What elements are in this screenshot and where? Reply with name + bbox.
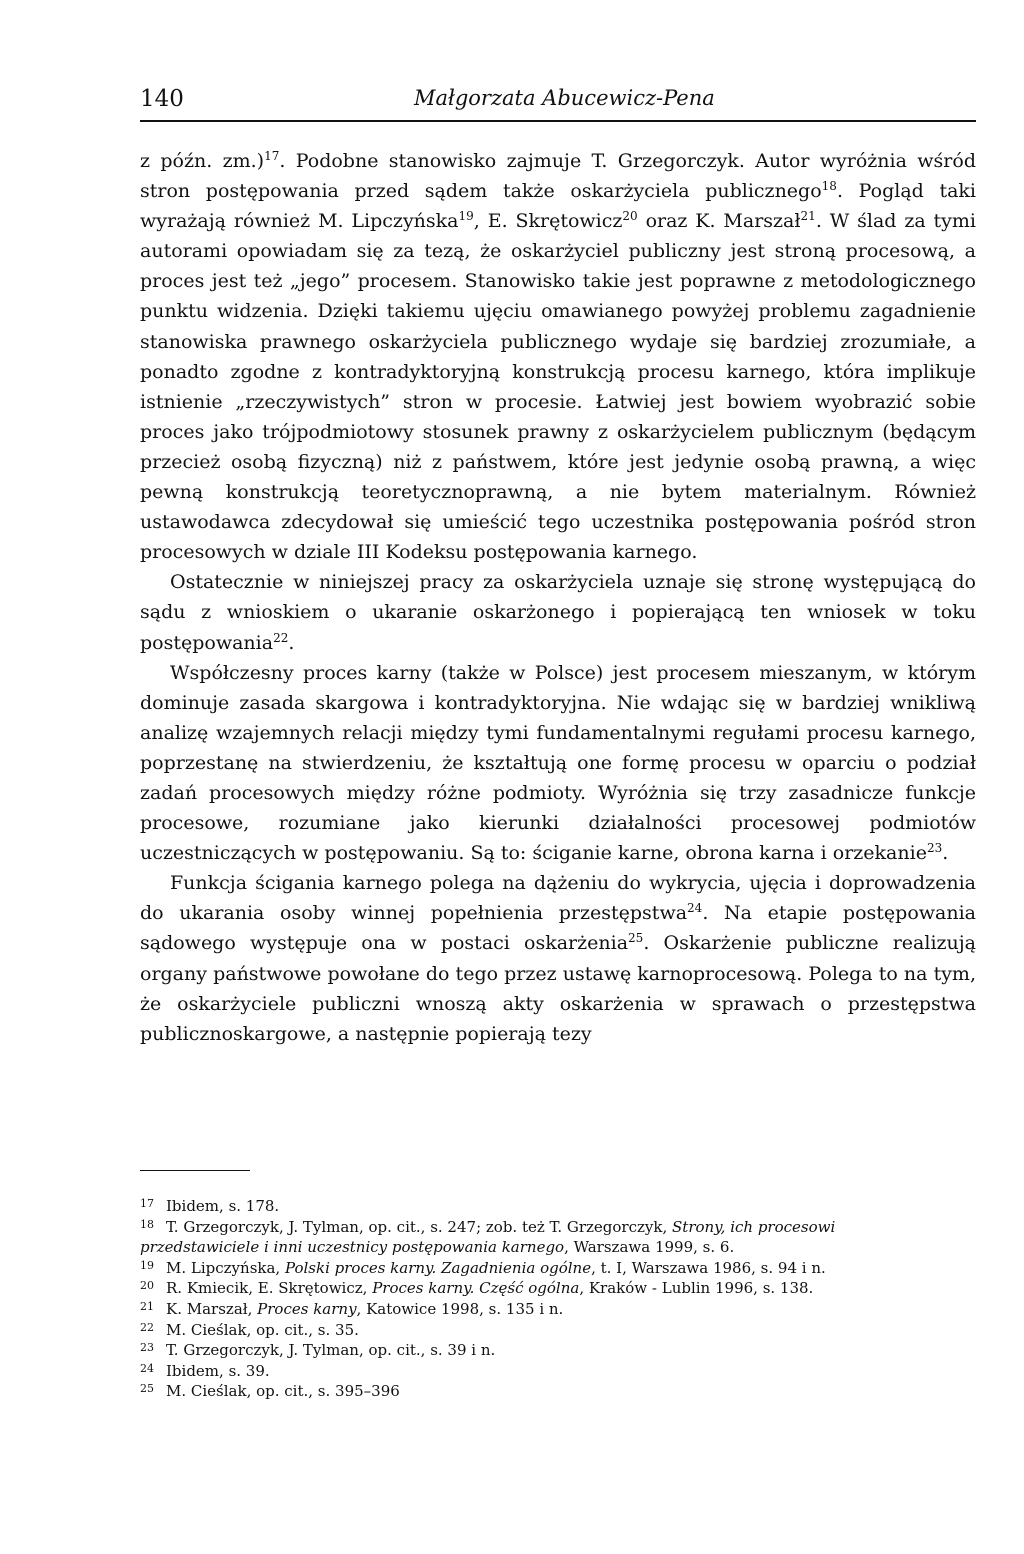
footnote-ref-18: 18: [821, 179, 837, 194]
footnote-ref-19: 19: [458, 209, 474, 224]
paragraph-1: z późn. zm.)$^{17}$. Podobne stanowisko zajmuje T. Grzegorczyk. Autor wyróżnia wśród stron postępowania przed sądem także oskarżyciela publicznego$^{18}$. Pogląd taki wyrażają również M. Lipczyńska$^{19}$, E. Skrętowicz$^{20}$ oraz K. Marszał$^{21}$. W ślad za tymi autorami opowiadam się za tezą, że oskarżyciel publiczny jest stroną procesową, a proces jest też „jego” procesem. Stanowisko takie jest poprawne z metodologicznego punktu widzenia. Dzięki takiemu ujęciu omawianego powyżej problemu zagadnienie stanowiska prawnego oskarżyciela publicznego wydaje się bardziej zrozumiałe, a ponadto zgodne z kontradyktoryjną konstrukcją procesu karnego, która implikuje istnienie „rzeczywistych” stron w procesie. Łatwiej jest bowiem wyobrazić sobie proces jako trójpodmiotowy stosunek prawny z oskarżycielem publicznym (będącym przecież osobą fizyczną) niż z państwem, które jest jedynie osobą prawną, a więc pewną konstrukcją teoretycznoprawną, a nie bytem materialnym. Również ustawodawca zdecydował się umieścić tego uczestnika postępowania pośród stron procesowych w dziale III Kodeksu postępowania karnego.: [140, 149, 977, 564]
footnote-19: 19 M. Lipczyńska, Polski proces karny. Zagadnienia ogólne, t. I, Warszawa 1986, s. 94 i n.: [140, 1258, 826, 1277]
paragraph-4: Funkcja ścigania karnego polega na dążeniu do wykrycia, ujęcia i doprowadzenia do ukarania osoby winnej popełnienia przestępstwa$^{24}$. Na etapie postępowania sądowego występuje ona w postaci oskarżenia$^{25}$. Oskarżenie publiczne realizują organy państwowe powołane do tego przez ustawę karnoprocesową. Polega to na tym, że oskarżyciele publiczni wnoszą akty oskarżenia w sprawach o przestępstwa publicznoskargowe, a następnie popierają tezy: [140, 872, 976, 1045]
footnote-17: 17 Ibidem, s. 178.: [140, 1197, 280, 1215]
page-header: [140, 86, 976, 122]
footnote-21: 21 K. Marszał, Proces karny, Katowice 1998, s. 135 i n.: [140, 1299, 564, 1318]
footnote-18: 18 T. Grzegorczyk, J. Tylman, op. cit., s. 247; zob. też T. Grzegorczyk, Strony, ich procesowi przedstawiciele i inni uczestnicy postępowania karnego, Warszawa 1999, s. 6.: [140, 1217, 836, 1257]
footnote-separator: [140, 1170, 250, 1171]
footnote-ref-17: 17: [264, 149, 280, 163]
paragraph-2: Ostatecznie w niniejszej pracy za oskarżyciela uznaje się stronę występującą do sądu z wnioskiem o ukaranie oskarżonego i popierającą ten wniosek w toku postępowania$^{22}$.: [140, 571, 976, 654]
page-number: 140: [140, 86, 184, 112]
paragraph-3: Współczesny proces karny (także w Polsce) jest procesem mieszanym, w którym dominuje zasada skargowa i kontradyktoryjna. Nie wdając się w bardziej wnikliwą analizę wzajemnych relacji między tymi fundamentalnymi regułami procesu karnego, poprzestanę na stwierdzeniu, że kształtują one formę procesu w oparciu o podział zadań procesowych między różne podmioty. Wyróżnia się trzy zasadnicze funkcje procesowe, rozumiane jako kierunki działalności procesowej podmiotów uczestniczących w postępowaniu. Są to: ściganie karne, obrona karna i orzekanie$^{23}$.: [140, 661, 976, 865]
running-head: Małgorzata Abucewicz-Pena: [414, 86, 715, 110]
footnote-25: 25 M. Cieślak, op. cit., s. 395–396: [140, 1382, 400, 1401]
footnote-ref-22: 22: [273, 630, 289, 645]
main-text: [140, 146, 976, 1049]
footnote-ref-24: 24: [687, 901, 703, 916]
footnote-20: 20 R. Kmiecik, E. Skrętowicz, Proces karny. Część ogólna, Kraków - Lublin 1996, s. 138.: [140, 1279, 814, 1298]
footnote-ref-25: 25: [628, 931, 644, 946]
footnote-23: 23 T. Grzegorczyk, J. Tylman, op. cit., s. 39 i n.: [140, 1341, 496, 1360]
footnote-24: 24 Ibidem, s. 39.: [140, 1361, 270, 1380]
footnote-ref-23: 23: [926, 841, 943, 856]
footnote-ref-21: 21: [800, 209, 816, 224]
footnote-ref-20: 20: [622, 209, 638, 224]
footnotes: [140, 1196, 976, 1402]
footnote-22: 22 M. Cieślak, op. cit., s. 35.: [140, 1320, 359, 1339]
